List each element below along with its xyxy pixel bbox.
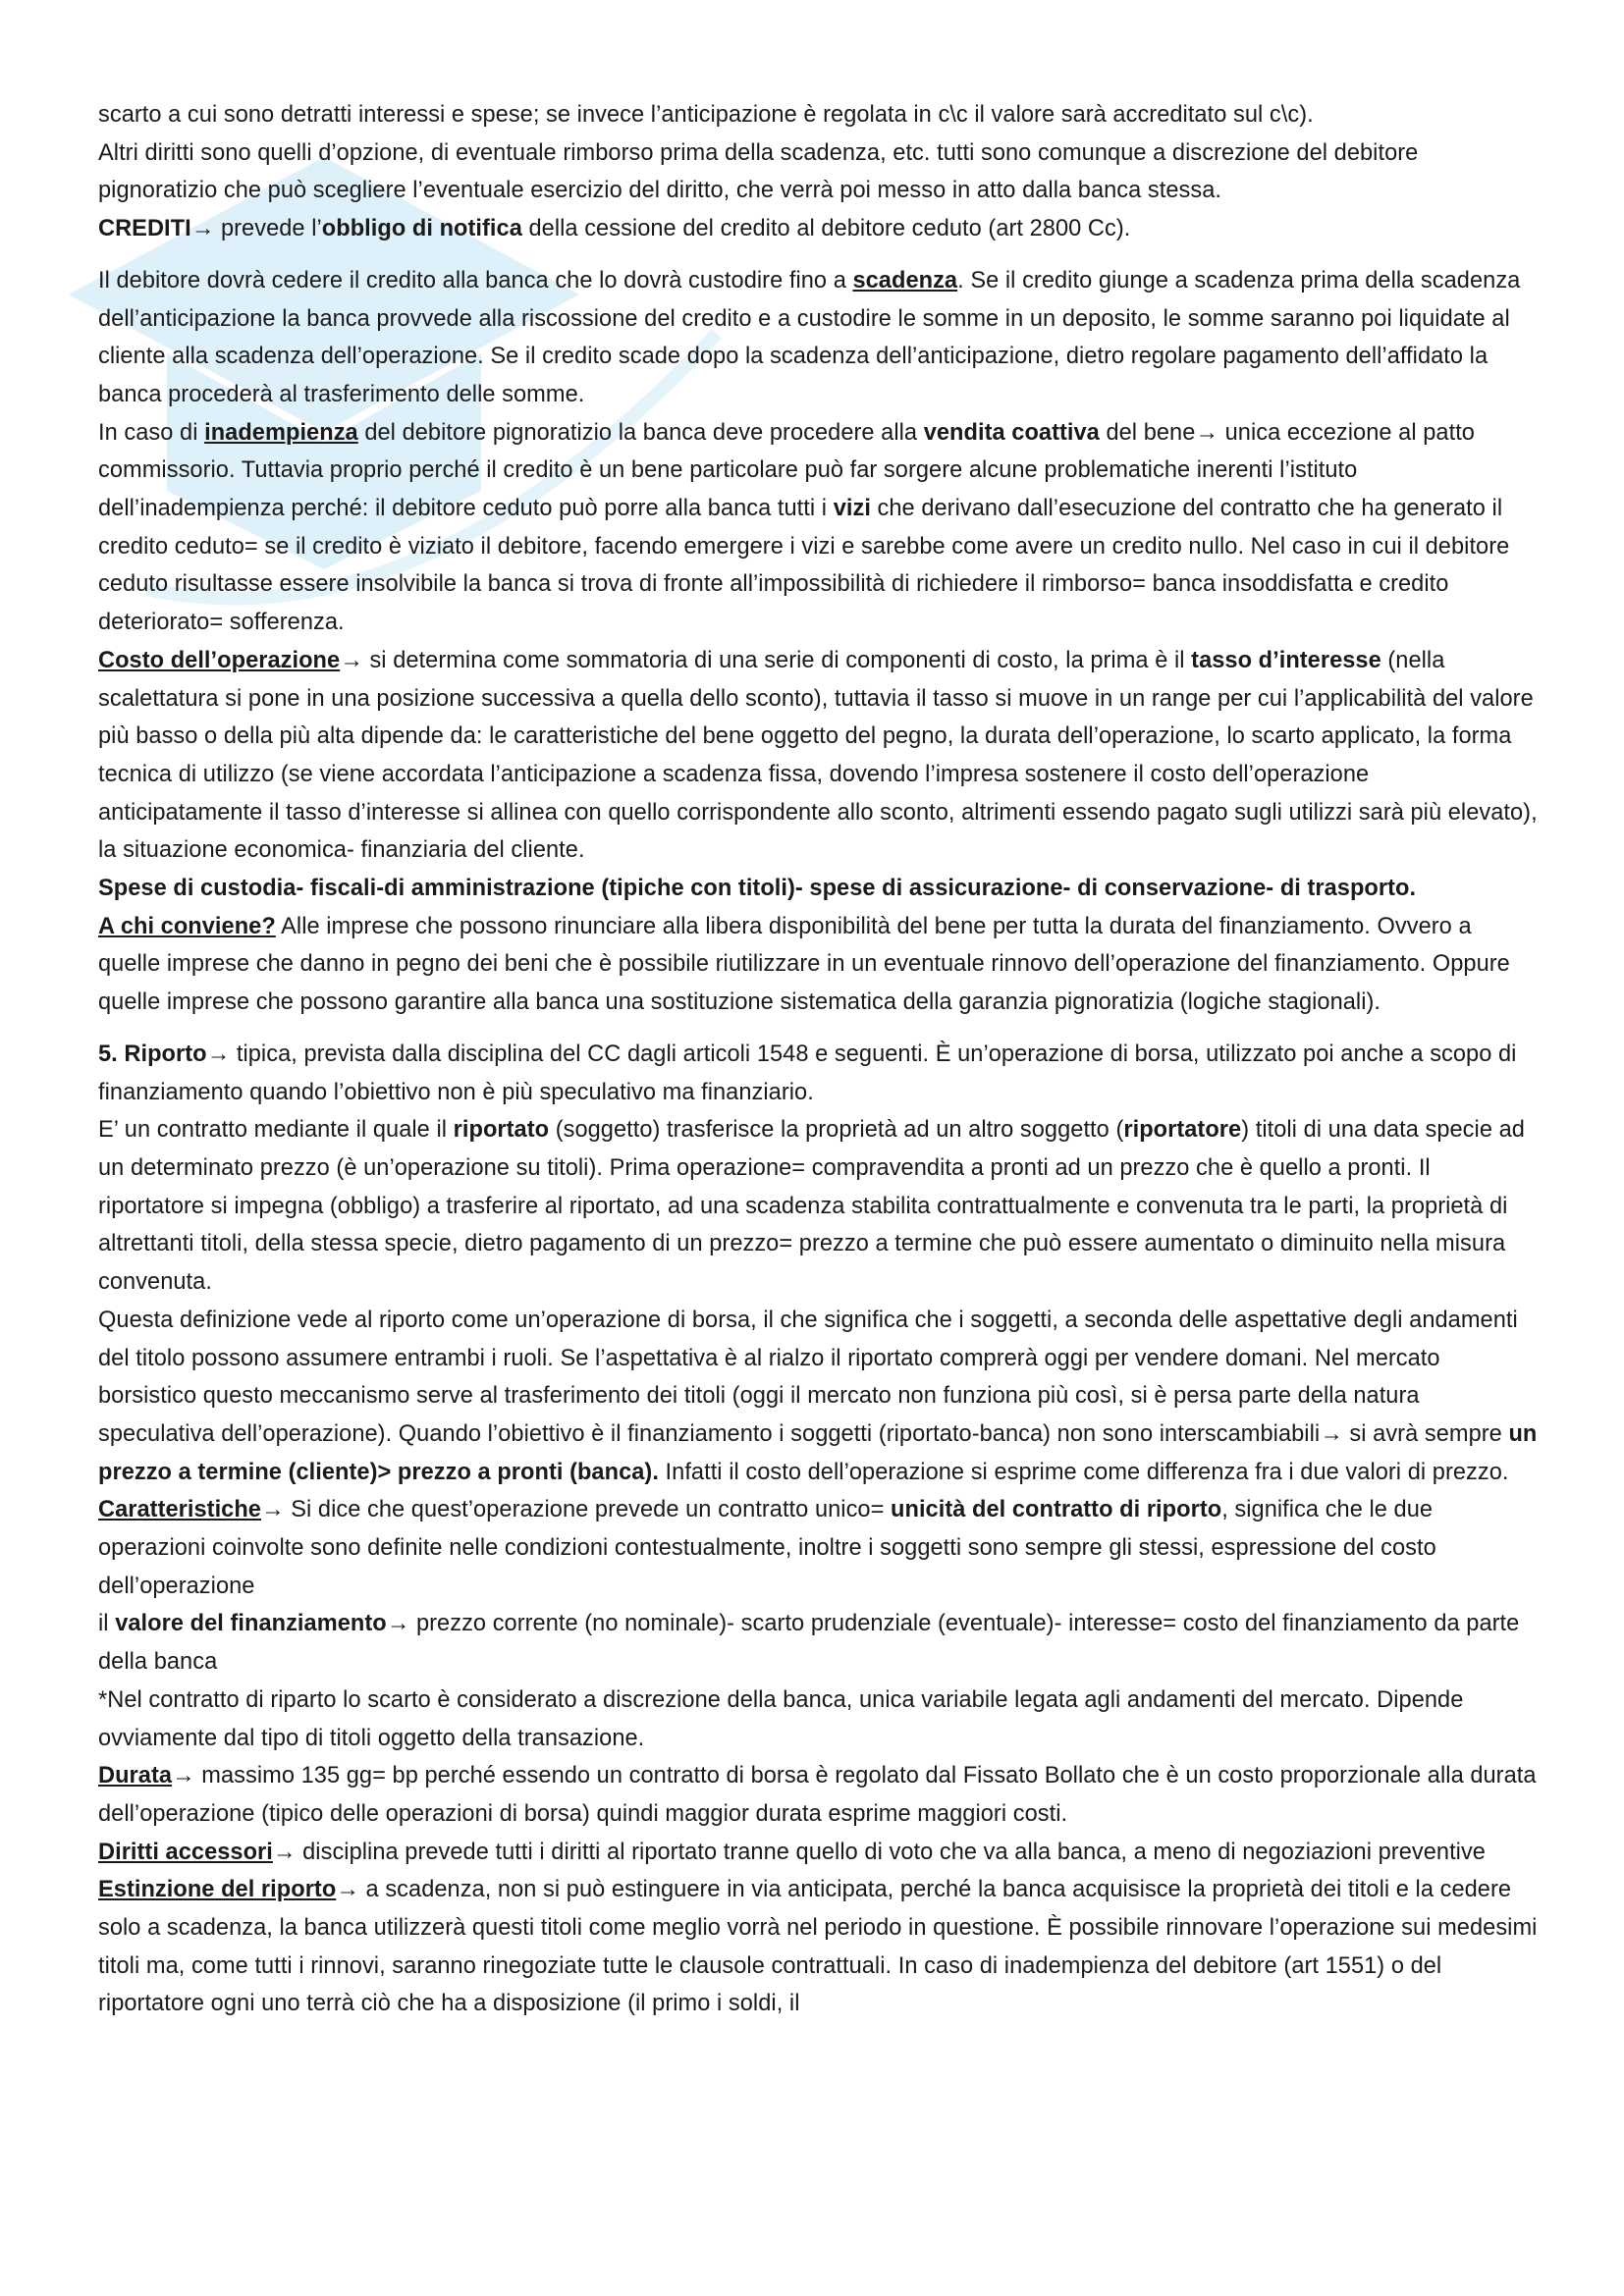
bold-term: riportatore bbox=[1123, 1117, 1242, 1144]
paragraph bbox=[98, 262, 1538, 414]
text-run: Infatti il costo dell’operazione si esprime come differenza fra i due valori di prezzo. bbox=[658, 1459, 1509, 1485]
bold-term: un prezzo a termine (cliente)> prezzo a pronti (banca). bbox=[98, 1420, 1538, 1485]
paragraph bbox=[98, 1111, 1538, 1302]
text-run: (soggetto) trasferisce la proprietà ad un altro soggetto ( bbox=[549, 1117, 1124, 1144]
bold-term: inadempienza bbox=[204, 419, 358, 446]
paragraph bbox=[98, 210, 1538, 248]
text-run: → massimo 135 gg= bp perché essendo un contratto di borsa è regolato dal Fissato Bollato che è un costo proporzionale alla durata dell’operazione (tipico delle operazioni di borsa) quindi maggior durata esprime maggiori costi. bbox=[98, 1763, 1537, 1827]
bold-term: vizi bbox=[833, 496, 871, 522]
paragraph bbox=[98, 414, 1538, 642]
paragraph bbox=[98, 1871, 1538, 2023]
paragraph bbox=[98, 908, 1538, 1022]
text-run: . Se il credito giunge a scadenza prima della scadenza dell’anticipazione la banca provvede alla riscossione del credito e a custodire le somme in un deposito, le somme saranno poi liquidate al cliente alla scadenza dell’operazione. Se il credito scade dopo la scadenza dell’anticipazione, dietro regolare pagamento dell’affidato la banca procederà al trasferimento delle somme. bbox=[98, 267, 1521, 407]
text-run: , significa che le due operazioni coinvolte sono definite nelle condizioni contestualmente, inoltre i soggetti sono sempre gli stessi, espressione del costo dell’operazione bbox=[98, 1497, 1436, 1599]
text-run: del bene→ unica eccezione al patto commissorio. Tuttavia proprio perché il credito è un bene particolare può far sorgere alcune problematiche inerenti l’istituto dell’inadempienza perché: il debitore ceduto può porre alla banca tutti i bbox=[98, 419, 1475, 522]
section-heading: Estinzione del riporto bbox=[98, 1877, 337, 1903]
bold-term: valore del finanziamento bbox=[115, 1611, 387, 1637]
section-title: 5. Riporto bbox=[98, 1041, 207, 1067]
bold-term: riportato bbox=[453, 1117, 550, 1144]
bold-term: CREDITI bbox=[98, 216, 191, 242]
text-run: In caso di bbox=[98, 419, 205, 446]
text-run: ) titoli di una data specie ad un determinato prezzo (è un’operazione su titoli). Prima operazione= compravendita a pronti ad un prezzo che è quello a pronti. Il riportatore si impegna (obbligo) a trasferire al riportato, ad una scadenza stabilita contrattualmente e convenuta tra le parti, la proprietà di altrettanti titoli, della stessa specie, dietro pagamento di un prezzo= prezzo a termine che può essere aumentato o diminuito nella misura convenuta. bbox=[98, 1117, 1525, 1296]
paragraph bbox=[98, 870, 1538, 908]
text-run: Alle imprese che possono rinunciare alla libera disponibilità del bene per tutta la durata del finanziamento. Ovvero a quelle imprese che danno in pegno dei beni che è possibile riutilizzare in un eventuale rinnovo dell’operazione del finanziamento. Oppure quelle imprese che possono garantire alla banca una sostituzione sistematica della garanzia pignoratizia (logiche stagionali). bbox=[98, 913, 1510, 1016]
paragraph bbox=[98, 1834, 1538, 1872]
paragraph bbox=[98, 1491, 1538, 1605]
section-heading: Durata bbox=[98, 1763, 173, 1789]
section-heading: Caratteristiche bbox=[98, 1497, 261, 1523]
paragraph bbox=[98, 1302, 1538, 1492]
text-run: → prezzo corrente (no nominale)- scarto prudenziale (eventuale)- interesse= costo del finanziamento da parte della banca bbox=[98, 1611, 1520, 1676]
paragraph bbox=[98, 1682, 1538, 1757]
text-run: il bbox=[98, 1611, 116, 1637]
bold-term: vendita coattiva bbox=[923, 419, 1100, 446]
text-run: della cessione del credito al debitore ceduto (art 2800 Cc). bbox=[521, 216, 1131, 242]
paragraph bbox=[98, 642, 1538, 870]
bold-line: Spese di custodia- fiscali-di amministrazione (tipiche con titoli)- spese di assicurazione- di conservazione- di trasporto. bbox=[98, 876, 1417, 902]
text-run: → tipica, prevista dalla disciplina del CC dagli articoli 1548 e seguenti. È un’operazione di borsa, utilizzato poi anche a scopo di finanziamento quando l’obiettivo non è più speculativo ma finanziario. bbox=[98, 1041, 1517, 1105]
document-page bbox=[98, 96, 1538, 2023]
text-run: → a scadenza, non si può estinguere in via anticipata, perché la banca acquisisce la proprietà dei titoli e la cedere solo a scadenza, la banca utilizzerà questi titoli come meglio vorrà nel periodo in questione. È possibile rinnovare l’operazione sui medesimi titoli ma, come tutti i rinnovi, saranno rinegoziate tutte le clausole contrattuali. In caso di inadempienza del debitore (art 1551) o del riportatore ogni uno terrà ciò che ha a disposizione (il primo i soldi, il bbox=[98, 1877, 1538, 2017]
text-run: Altri diritti sono quelli d’opzione, di eventuale rimborso prima della scadenza, etc. tutti sono comunque a discrezione del debitore pignoratizio che può scegliere l’eventuale esercizio del diritto, che verrà poi messo in atto dalla banca stessa. bbox=[98, 139, 1419, 204]
text-run: scarto a cui sono detratti interessi e spese; se invece l’anticipazione è regolata in c\c il valore sarà accreditato sul c\c). bbox=[98, 102, 1314, 128]
text-run: E’ un contratto mediante il quale il bbox=[98, 1117, 454, 1144]
section-heading: A chi conviene? bbox=[98, 913, 276, 939]
paragraph bbox=[98, 1605, 1538, 1681]
section-heading: Costo dell’operazione bbox=[98, 647, 341, 673]
text-run: → disciplina prevede tutti i diritti al riportato tranne quello di voto che va alla banca, a meno di negoziazioni preventive bbox=[272, 1839, 1486, 1865]
bold-term: obbligo di notifica bbox=[321, 216, 522, 242]
bold-term: scadenza bbox=[852, 267, 958, 294]
paragraph bbox=[98, 96, 1538, 134]
text-run: che derivano dall’esecuzione del contratto che ha generato il credito ceduto= se il credito è viziato il debitore, facendo emergere i vizi e sarebbe come avere un credito nullo. Nel caso in cui il debitore ceduto risultasse essere insolvibile la banca si trova di fronte all’impossibilità di richiedere il rimborso= banca insoddisfatta e credito deteriorato= sofferenza. bbox=[98, 496, 1510, 636]
bold-term: tasso d’interesse bbox=[1191, 647, 1381, 673]
section-heading: Diritti accessori bbox=[98, 1839, 273, 1865]
bold-term: unicità del contratto di riporto bbox=[891, 1497, 1222, 1523]
text-run: del debitore pignoratizio la banca deve procedere alla bbox=[357, 419, 924, 446]
text-run: → Si dice che quest’operazione prevede un contratto unico= bbox=[260, 1497, 892, 1523]
text-run: → si determina come sommatoria di una serie di componenti di costo, la prima è il bbox=[340, 647, 1192, 673]
text-run: Il debitore dovrà cedere il credito alla banca che lo dovrà custodire fino a bbox=[98, 267, 853, 294]
text-run: (nella scalettatura si pone in una posizione successiva a quella dello sconto), tuttavia il tasso si muove in un range per cui l’applicabilità del valore più basso o della più alta dipende da: le caratteristiche del bene oggetto del pegno, la durata dell’operazione, lo scarto applicato, la forma tecnica di utilizzo (se viene accordata l’anticipazione a scadenza fissa, dovendo l’impresa sostenere il costo dell’operazione anticipatamente il tasso d’interesse si allinea con quello corrispondente allo sconto, altrimenti essendo pagato sugli utilizzi sarà più elevato), la situazione economica- finanziaria del cliente. bbox=[98, 647, 1538, 864]
text-run: *Nel contratto di riparto lo scarto è considerato a discrezione della banca, unica variabile legata agli andamenti del mercato. Dipende ovviamente dal tipo di titoli oggetto della transazione. bbox=[98, 1686, 1464, 1751]
paragraph bbox=[98, 134, 1538, 210]
paragraph bbox=[98, 1036, 1538, 1111]
paragraph bbox=[98, 1757, 1538, 1833]
text-run: Questa definizione vede al riporto come un’operazione di borsa, il che significa che i soggetti, a seconda delle aspettative degli andamenti del titolo possono assumere entrambi i ruoli. Se l’aspettativa è al rialzo il riportato comprerà oggi per vendere domani. Nel mercato borsistico questo meccanismo serve al trasferimento dei titoli (oggi il mercato non funziona più così, si è persa parte della natura speculativa dell’operazione). Quando l’obiettivo è il finanziamento i soggetti (riportato-banca) non sono interscambiabili→ si avrà sempre bbox=[98, 1307, 1518, 1447]
text-run: → prevede l’ bbox=[190, 216, 322, 242]
